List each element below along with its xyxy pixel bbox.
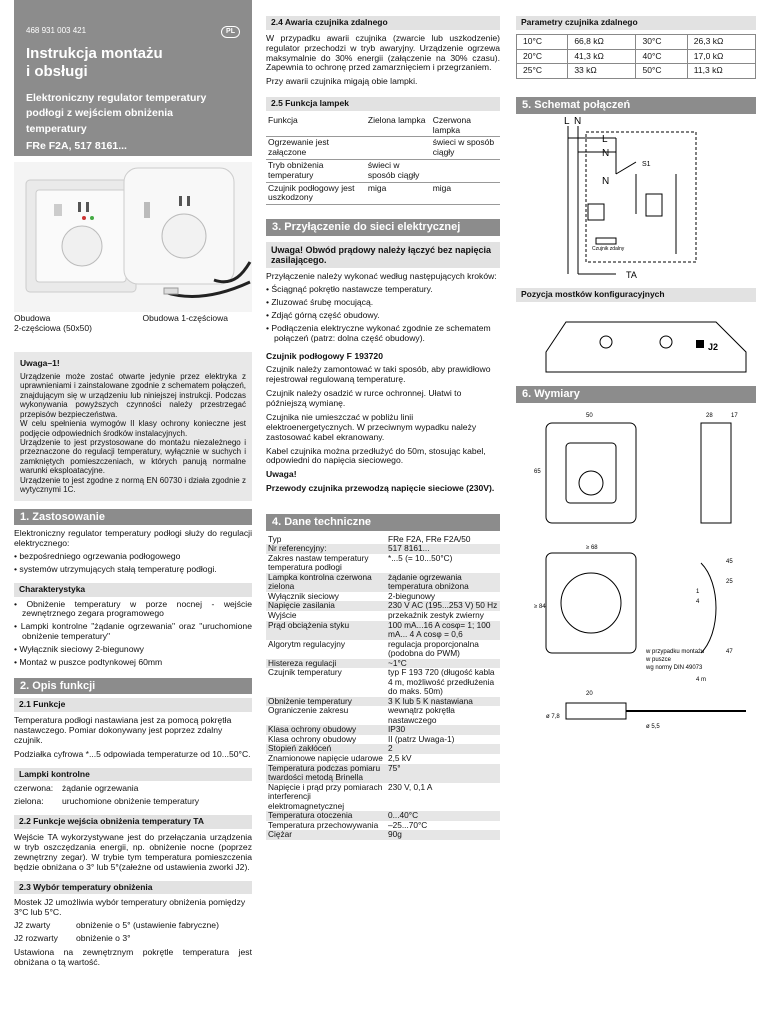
svg-text:w przypadku montażu: w przypadku montażu	[646, 648, 705, 655]
subtitle: Elektroniczny regulator temperatury podłogi z wejściem obniżenia temperatury	[26, 92, 207, 135]
svg-text:17: 17	[731, 412, 738, 419]
svg-text:N: N	[574, 115, 582, 127]
text: Przy awarii czujnika migają obie lampki.	[266, 76, 418, 87]
char-item: • Wyłącznik sieciowy 2-biegunowy	[14, 644, 144, 655]
text: W przypadku awarii czujnika (zwarcie lub uszkodzenie) regulator przechodzi w tryb awaryjny. Urządzenie ogrzewa maksymalnie do 30% energii (załączenie na 30% czasu). Zapewnia to ochronę przed zamarznięciem i przegrzaniem.	[266, 32, 500, 73]
text: Podziałka cyfrowa *...5 odpowiada temperaturze od 10...50°C.	[14, 748, 251, 759]
wiring-diagram	[516, 114, 756, 284]
model: FRe F2A, 517 8161...	[26, 139, 127, 152]
lamp-row: zielona: uruchomione obniżenie temperatury	[14, 796, 200, 807]
svg-text:L: L	[564, 115, 570, 127]
sensor-title: Czujnik podłogowy F 193720	[266, 350, 383, 361]
svg-text:45: 45	[726, 558, 733, 565]
tech-row: Napięcie i prąd przy pomiarach interferencji elektromagnetycznej 230 V, 0,1 A	[268, 781, 433, 811]
step: • Ściągnąć pokrętło nastawcze temperatury.	[266, 284, 433, 295]
sub-title: Parametry czujnika zdalnego	[516, 16, 756, 30]
column-middle	[266, 0, 500, 840]
svg-text:wg normy DIN 49073: wg normy DIN 49073	[646, 664, 703, 671]
svg-text:S1: S1	[642, 160, 651, 168]
lamp-table: Funkcja Zielona lampka Czerwona lampka Ogrzewanie jest załączone świeci w sposób ciągły Tryb obniżenia temperatury świeci w sposób ciągły Czujnik podłogowy jest uszkodzony miga miga	[266, 115, 500, 205]
s1-bullet: • systemów utrzymujących stałą temperaturę podłogi.	[14, 563, 217, 574]
svg-text:4 m: 4 m	[696, 676, 707, 683]
tech-row: Lampka kontrolna czerwona zielona żądanie ogrzewania temperatura obniżona	[266, 573, 500, 592]
section-5: 5. Schemat połączeń	[516, 97, 756, 114]
tech-row: Klasa ochrony obudowy IP30	[266, 725, 500, 735]
tech-row: Wyłącznik sieciowy 2-biegunowy	[268, 590, 436, 601]
s1-text: Elektroniczny regulator temperatury podłogi służy do regulacji elektrycznego:	[14, 528, 252, 549]
bridge-diagram	[516, 302, 756, 382]
tech-row: Wyjście przekaźnik zestyk zwierny	[268, 610, 484, 620]
tech-row: Algorytm regulacyjny regulacja proporcjonalna (podobna do PWM)	[268, 638, 479, 659]
tech-row: Prąd obciążenia styku 100 mA...16 A cosφ= 1; 100 mA... 4 A cosφ = 0,6	[266, 621, 500, 640]
tech-row: Temperatura przechowywania –25...70°C	[268, 819, 428, 830]
lamp-row: czerwona: żądanie ogrzewania	[14, 783, 139, 794]
tech-row: Ciężar 90g	[266, 830, 500, 840]
text: Czujnik należy zamontować w taki sposób, aby prawidłowo rejestrował regulowaną temperaturę.	[266, 364, 491, 385]
sub-title: 2.2 Funkcje wejścia obniżenia temperatury TA	[14, 815, 252, 829]
svg-text:4: 4	[696, 598, 700, 605]
tech-row: Histereza regulacji ~1°C	[266, 659, 500, 669]
char-item: • Montaż w puszce podtynkowej 60mm	[14, 656, 163, 667]
j2-row: J2 rozwarty obniżenie o 3°	[14, 932, 131, 943]
svg-text:w puszce: w puszce	[646, 656, 672, 663]
param-table: 10°C 66,8 kΩ 30°C 26,3 kΩ 20°C 41,3 kΩ 40°C 17,0 kΩ 25°C 33 kΩ 50°C 11,3 kΩ	[516, 34, 756, 79]
step: • Podłączenia elektryczne wykonać zgodnie ze schematem połączeń (patrz: dolna część obudowy).	[266, 322, 491, 343]
tech-row: Nr referencyjny: 517 8161...	[266, 544, 500, 554]
text: Uwaga!	[266, 469, 297, 480]
svg-text:Czujnik zdalny: Czujnik zdalny	[592, 245, 625, 252]
svg-text:20: 20	[586, 690, 593, 697]
svg-text:N: N	[602, 175, 610, 187]
tech-row: Znamionowe napięcie udarowe 2,5 kV	[268, 752, 412, 763]
photo-captions: Obudowa 2-częściowa (50x50) Obudowa 1-częściowa	[14, 313, 228, 333]
sub-title: 2.3 Wybór temperatury obniżenia	[14, 881, 252, 895]
tech-row: Temperatura podczas pomiaru twardości metodą Brinella 75°	[266, 764, 500, 783]
text: Czujnika nie umieszczać w pobliżu linii elektroenergetycznych. W przeciwnym wypadku należy zastosować kabel ekranowany.	[266, 411, 477, 442]
sub-title: 2.1 Funkcje	[14, 698, 252, 712]
text: Czujnik należy osadzić w rurce ochronnej. Ułatwi to późniejszą wymianę.	[266, 388, 462, 409]
j2-row: J2 zwarty obniżenie o 5° (ustawienie fabryczne)	[14, 920, 219, 931]
section-2: 2. Opis funkcji	[14, 678, 252, 695]
tech-row: Ograniczenie zakresu wewnątrz pokrętła nastawczego	[268, 705, 455, 725]
svg-text:50: 50	[586, 412, 593, 419]
svg-text:≥ 84: ≥ 84	[534, 603, 546, 610]
svg-text:J2: J2	[708, 341, 719, 352]
svg-text:L: L	[602, 133, 608, 145]
svg-text:1: 1	[696, 588, 700, 595]
step: • Zdjąć górną część obudowy.	[266, 309, 380, 320]
char-title: Charakterystyka	[14, 583, 252, 597]
svg-text:ø 7,8: ø 7,8	[546, 713, 560, 720]
tech-row: Napięcie zasilania 230 V AC (195...253 V) 50 Hz	[266, 601, 500, 611]
svg-text:TA: TA	[626, 269, 637, 280]
svg-text:65: 65	[534, 468, 541, 475]
text: Przewody czujnika przewodzą napięcie sieciowe (230V).	[266, 483, 495, 494]
warning-box: Uwaga–1! Urządzenie może zostać otwarte jedynie przez elektryka z uprawnieniami i zainstalowane zgodnie z schematem połączeń, znajdującym się w urządzeniu lub niniejszej instrukcji. Podczas wykonywania powyższych czynności należy przestrzegać przepisów bezpieczeństwa. W celu spełnienia wymogów II klasy ochrony konieczne jest podjęcie odpowiednich środków instalacyjnych. Urządzenie to jest przystosowane do montażu niezależnego i przeznaczone do regulacji temperatury, wyłącznie w suchych i zamkniętych pomieszczeniach, w których panują normalne warunki eksploatacyjne. Urządzenie to jest zgodne z normą EN 60730 i działa zgodnie z wytycznymi 1C.	[14, 352, 252, 501]
header-box	[14, 0, 252, 156]
text: Kabel czujnika można przedłużyć do 50m, stosując kabel, odpowiedni do napięcia sieciowego.	[266, 445, 486, 466]
sub-title: Pozycja mostków konfiguracyjnych	[516, 288, 756, 302]
tech-row: Czujnik temperatury typ F 193 720 (długość kabla 4 m, możliwość przedłużenia do maks. 50m)	[268, 667, 495, 697]
tech-row: Zakres nastaw temperatury temperatura podłogi *...5 (= 10...50°C)	[268, 552, 453, 573]
sub-title: 2.4 Awaria czujnika zdalnego	[266, 16, 500, 30]
s1-bullet: • bezpośredniego ogrzewania podłogowego	[14, 551, 181, 562]
column-right	[516, 0, 756, 745]
tech-table	[266, 535, 500, 840]
text: Mostek J2 umożliwia wybór temperatury obniżenia pomiędzy 3°C lub 5°C.	[14, 897, 246, 918]
tech-row: Obniżenie temperatury 3 K lub 5 K nastawiana	[266, 697, 500, 707]
tech-row: Temperatura otoczenia 0...40°C	[266, 811, 500, 821]
svg-text:ø 5,5: ø 5,5	[646, 723, 660, 730]
section-1: 1. Zastosowanie	[14, 509, 252, 526]
product-photo	[14, 162, 252, 312]
lang-badge: PL	[221, 26, 240, 38]
tech-row: Typ FRe F2A, FRe F2A/50	[268, 533, 471, 544]
svg-text:28: 28	[706, 412, 713, 419]
tech-row: Klasa ochrony obudowy II (patrz Uwaga-1)	[268, 733, 455, 744]
doc-code: 468 931 003 421	[26, 26, 87, 35]
text: Temperatura podłogi nastawiana jest za pomocą pokrętła nastawczego. Pomiar dokonywany jest poprzez zdalny czujnik.	[14, 715, 232, 745]
svg-text:25: 25	[726, 578, 733, 585]
svg-text:47: 47	[726, 648, 733, 655]
section-6: 6. Wymiary	[516, 386, 756, 403]
section-4: 4. Dane techniczne	[266, 514, 500, 531]
sub-title: Lampki kontrolne	[14, 768, 252, 782]
text: Przyłączenie należy wykonać według następujących kroków:	[266, 271, 497, 282]
sub-title: 2.5 Funkcja lampek	[266, 97, 500, 111]
dimensions-diagram	[516, 403, 756, 743]
svg-text:≥ 68: ≥ 68	[586, 544, 598, 551]
char-item: • Obniżenie temperatury w porze nocnej - wejście zewnętrznego zegara programowego	[14, 598, 252, 619]
title: Instrukcja montażu i obsługi	[26, 45, 163, 81]
svg-text:N: N	[602, 147, 610, 159]
tech-row: Stopień zakłóceń 2	[266, 744, 500, 754]
char-item: • Lampki kontrolne "żądanie ogrzewania" oraz "uruchomione obniżenie temperatury"	[14, 621, 252, 642]
text: Wejście TA wykorzystywane jest do przełączania urządzenia w tryb oszczędzania energii, np. obniżenie nocne (poprzez zewnętrzny zegar). W trybie tym temperatura pomieszczenia będzie obniżana o 3° lub 5°(załeżne od ustawienia zworki J2).	[14, 832, 252, 872]
section-3: 3. Przyłączenie do sieci elektrycznej	[266, 219, 500, 236]
text: Ustawiona na zewnętrznym pokrętle temperatura jest obniżana o tą wartość.	[14, 946, 252, 967]
step: • Zluzować śrubę mocującą.	[266, 297, 374, 308]
column-left	[14, 0, 252, 968]
note: Uwaga! Obwód prądowy należy łączyć bez napięcia zasilającego.	[266, 242, 500, 269]
